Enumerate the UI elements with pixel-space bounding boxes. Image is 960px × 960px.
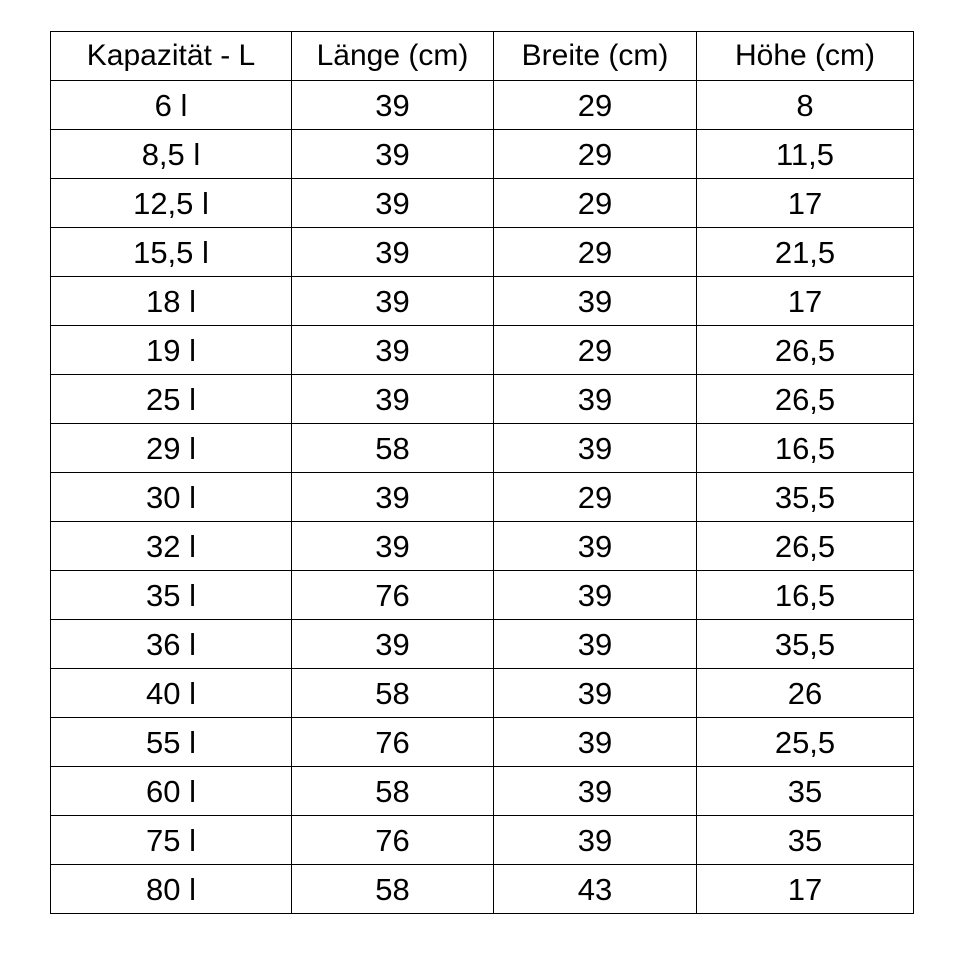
cell-capacity: 25 l <box>51 375 292 424</box>
cell-length: 39 <box>292 473 494 522</box>
table-row <box>51 718 914 767</box>
header-capacity: Kapazität - L <box>51 32 292 81</box>
cell-height: 35,5 <box>697 473 914 522</box>
cell-capacity: 80 l <box>51 865 292 914</box>
cell-width: 39 <box>494 816 697 865</box>
cell-height: 35 <box>697 816 914 865</box>
cell-length: 39 <box>292 326 494 375</box>
cell-length: 58 <box>292 424 494 473</box>
cell-capacity: 36 l <box>51 620 292 669</box>
cell-height: 26,5 <box>697 522 914 571</box>
table-row <box>51 81 914 130</box>
cell-length: 39 <box>292 81 494 130</box>
cell-height: 25,5 <box>697 718 914 767</box>
cell-capacity: 60 l <box>51 767 292 816</box>
cell-height: 35,5 <box>697 620 914 669</box>
table-row <box>51 179 914 228</box>
cell-capacity: 75 l <box>51 816 292 865</box>
cell-height: 35 <box>697 767 914 816</box>
cell-width: 29 <box>494 179 697 228</box>
cell-capacity: 55 l <box>51 718 292 767</box>
table-row <box>51 375 914 424</box>
table-body <box>51 81 914 914</box>
cell-height: 26,5 <box>697 326 914 375</box>
table-row <box>51 228 914 277</box>
cell-width: 39 <box>494 718 697 767</box>
header-width: Breite (cm) <box>494 32 697 81</box>
cell-capacity: 15,5 l <box>51 228 292 277</box>
table-row <box>51 326 914 375</box>
table-row <box>51 865 914 914</box>
cell-width: 39 <box>494 424 697 473</box>
cell-length: 58 <box>292 767 494 816</box>
table-row <box>51 571 914 620</box>
cell-width: 29 <box>494 228 697 277</box>
cell-length: 39 <box>292 620 494 669</box>
cell-height: 21,5 <box>697 228 914 277</box>
table-row <box>51 620 914 669</box>
cell-width: 43 <box>494 865 697 914</box>
table-row <box>51 130 914 179</box>
table-row <box>51 767 914 816</box>
cell-height: 26 <box>697 669 914 718</box>
cell-width: 29 <box>494 326 697 375</box>
table-row <box>51 277 914 326</box>
table-row <box>51 522 914 571</box>
cell-height: 8 <box>697 81 914 130</box>
cell-length: 58 <box>292 865 494 914</box>
dimensions-table-container <box>50 31 914 914</box>
cell-length: 39 <box>292 522 494 571</box>
cell-capacity: 40 l <box>51 669 292 718</box>
header-length: Länge (cm) <box>292 32 494 81</box>
cell-width: 29 <box>494 473 697 522</box>
cell-length: 39 <box>292 228 494 277</box>
cell-height: 26,5 <box>697 375 914 424</box>
table-row <box>51 669 914 718</box>
cell-height: 11,5 <box>697 130 914 179</box>
cell-height: 16,5 <box>697 424 914 473</box>
table-header-row <box>51 32 914 81</box>
cell-width: 39 <box>494 571 697 620</box>
cell-length: 76 <box>292 571 494 620</box>
cell-length: 76 <box>292 816 494 865</box>
cell-width: 39 <box>494 522 697 571</box>
cell-capacity: 12,5 l <box>51 179 292 228</box>
header-height: Höhe (cm) <box>697 32 914 81</box>
cell-length: 39 <box>292 130 494 179</box>
cell-height: 16,5 <box>697 571 914 620</box>
cell-height: 17 <box>697 277 914 326</box>
dimensions-table <box>50 31 914 914</box>
cell-height: 17 <box>697 865 914 914</box>
cell-length: 39 <box>292 277 494 326</box>
cell-width: 39 <box>494 620 697 669</box>
table-row <box>51 424 914 473</box>
cell-capacity: 18 l <box>51 277 292 326</box>
cell-length: 39 <box>292 375 494 424</box>
cell-capacity: 30 l <box>51 473 292 522</box>
cell-capacity: 19 l <box>51 326 292 375</box>
cell-width: 29 <box>494 81 697 130</box>
cell-capacity: 29 l <box>51 424 292 473</box>
cell-capacity: 8,5 l <box>51 130 292 179</box>
cell-length: 58 <box>292 669 494 718</box>
cell-length: 76 <box>292 718 494 767</box>
cell-capacity: 32 l <box>51 522 292 571</box>
table-row <box>51 816 914 865</box>
cell-length: 39 <box>292 179 494 228</box>
table-row <box>51 473 914 522</box>
cell-height: 17 <box>697 179 914 228</box>
cell-width: 39 <box>494 277 697 326</box>
cell-width: 29 <box>494 130 697 179</box>
cell-width: 39 <box>494 375 697 424</box>
cell-capacity: 35 l <box>51 571 292 620</box>
cell-width: 39 <box>494 767 697 816</box>
cell-width: 39 <box>494 669 697 718</box>
cell-capacity: 6 l <box>51 81 292 130</box>
